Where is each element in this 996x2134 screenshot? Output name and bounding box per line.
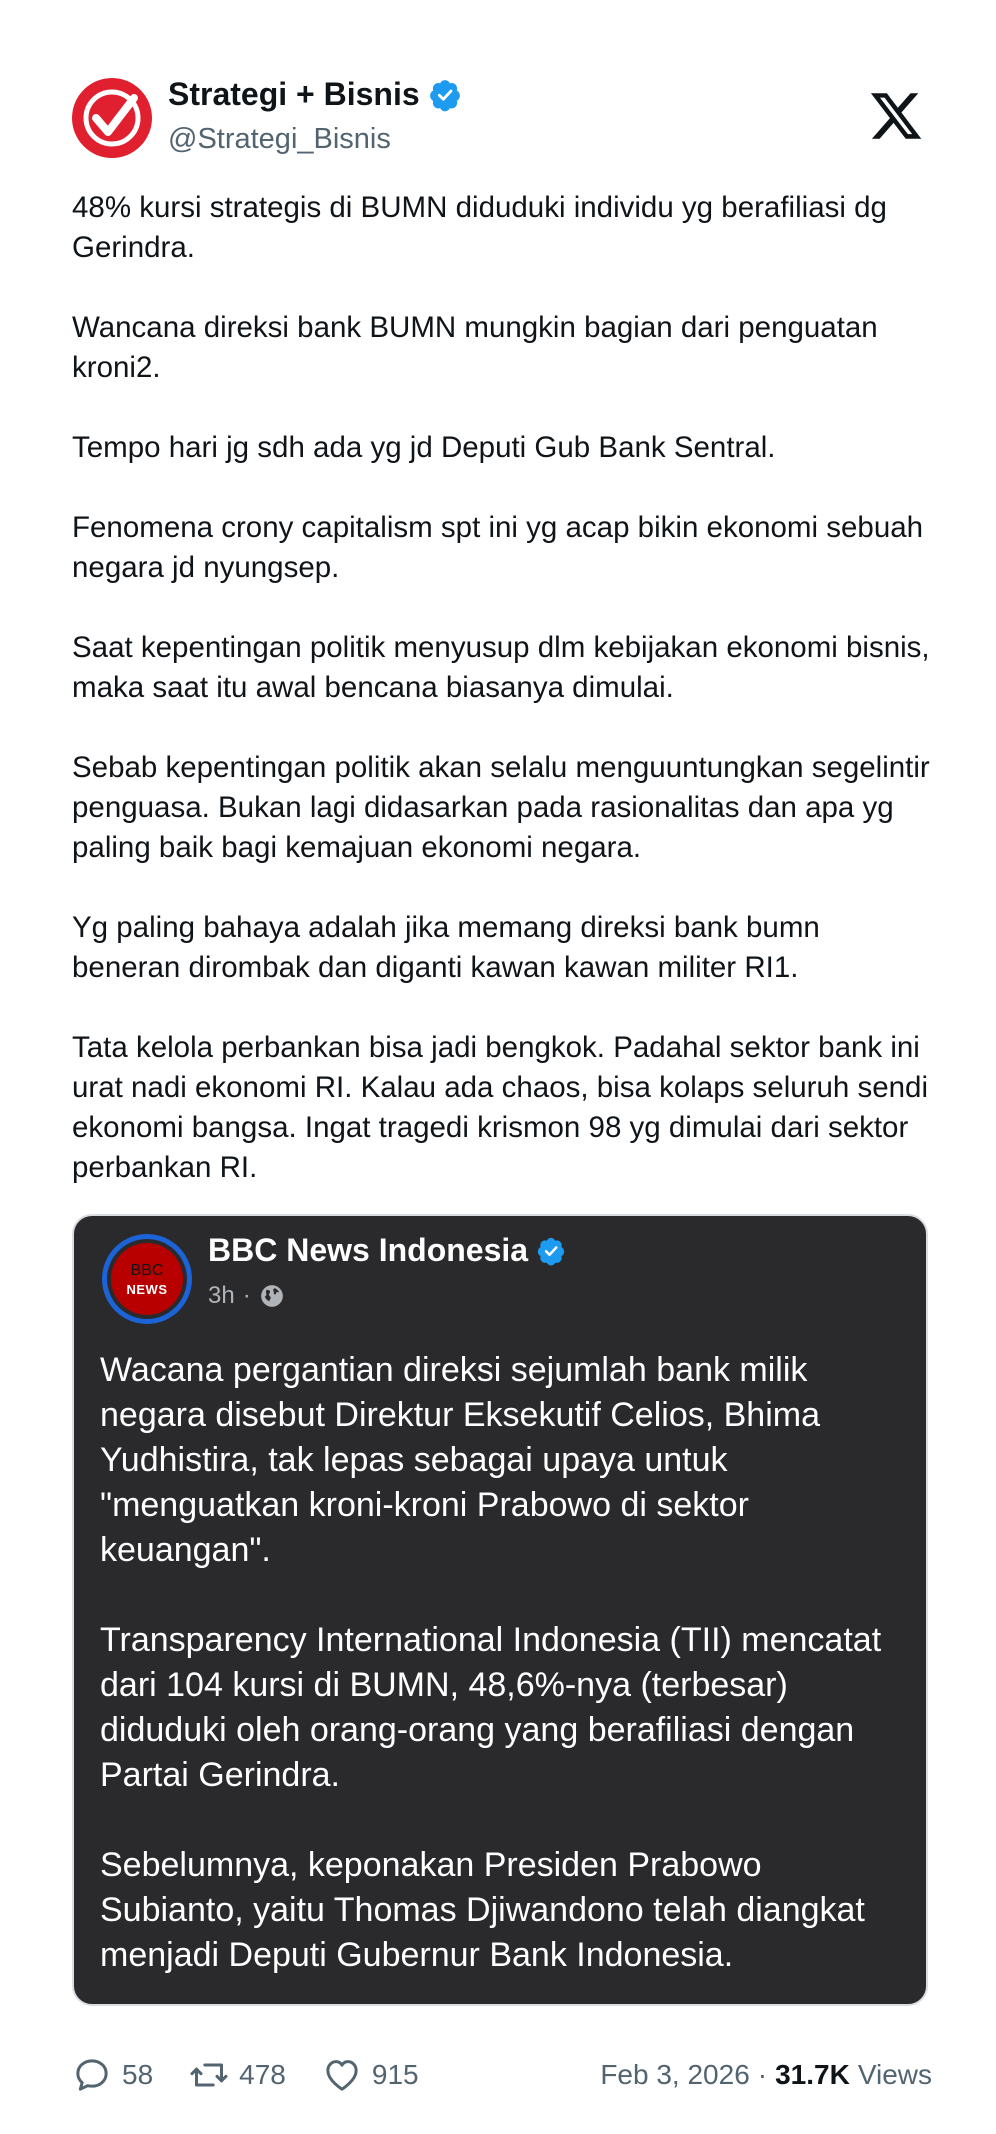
tweet-paragraph: Saat kepentingan politik menyusup dlm kebijakan ekonomi bisnis, maka saat itu awal bencana biasanya dimulai. [72,631,930,704]
tweet-paragraph: Tata kelola perbankan bisa jadi bengkok. Padahal sektor bank ini urat nadi ekonomi RI. Kalau ada chaos, bisa kolaps seluruh sendi ekonomi bangsa. Ingat tragedi krismon 98 yg dimulai dari sektor perbankan RI. [72,1031,929,1184]
like-count: 915 [371,2059,419,2090]
embedded-post-paragraph: Sebelumnya, keponakan Presiden Prabowo Subianto, yaitu Thomas Djiwandono telah diangkat menjadi Deputi Gubernur Bank Indonesia. [100,1846,865,1974]
heart-icon [322,2055,362,2095]
author-avatar[interactable] [72,78,152,158]
reply-count: 58 [122,2059,154,2090]
meta-separator: · [242,1282,251,1309]
embedded-post-author-row [208,1232,566,1269]
tweet-paragraph: Yg paling bahaya adalah jika memang direksi bank bumn beneran dirombak dan diganti kawan kawan militer RI1. [72,911,820,984]
tweet-footer [72,2050,932,2100]
reply-button[interactable] [72,2055,153,2095]
like-button[interactable] [322,2055,419,2095]
author-handle[interactable]: @Strategi_Bisnis [168,123,391,155]
checkmark-logo-icon [82,88,142,148]
reply-icon [72,2055,112,2095]
x-logo-icon[interactable] [868,88,924,144]
embedded-post-card[interactable] [72,1214,928,2006]
embedded-post-paragraph: Wacana pergantian direksi sejumlah bank milik negara disebut Direktur Eksekutif Celios, Bhima Yudhistira, tak lepas sebagai upaya untuk "menguatkan kroni-kroni Prabowo di sektor keuangan". [100,1351,820,1569]
tweet-body [72,188,932,1188]
bbc-logo-news-text: NEWS [126,1281,168,1297]
verified-badge-icon [428,78,462,112]
bbc-news-avatar[interactable] [102,1234,192,1324]
tweet-paragraph: Wancana direksi bank BUMN mungkin bagian dari penguatan kroni2. [72,311,878,384]
bbc-logo-ring [107,1239,187,1319]
embedded-post-meta [208,1282,285,1310]
tweet-header [72,72,924,162]
embedded-post-author[interactable]: BBC News Indonesia [208,1232,529,1268]
verified-badge-icon [536,1236,566,1266]
tweet-date[interactable]: Feb 3, 2026 [600,2059,750,2090]
views-count: 31.7K [775,2059,850,2090]
tweet-paragraph: Fenomena crony capitalism spt ini yg acap bikin ekonomi sebuah negara jd nyungsep. [72,511,924,584]
views-label: Views [857,2059,932,2090]
author-display-name[interactable]: Strategi + Bisnis [168,76,420,112]
tweet-paragraph: 48% kursi strategis di BUMN diduduki individu yg berafiliasi dg Gerindra. [72,191,887,264]
embedded-post-paragraph: Transparency International Indonesia (TII) mencatat dari 104 kursi di BUMN, 48,6%-nya (terbesar) diduduki oleh orang-orang yang berafiliasi dengan Partai Gerindra. [100,1621,882,1794]
globe-icon [259,1283,285,1309]
embedded-post-body [100,1348,910,1978]
footer-separator: · [757,2059,768,2090]
date-and-views [600,2059,932,2091]
embedded-post-time[interactable]: 3h [208,1282,235,1309]
tweet-paragraph: Sebab kepentingan politik akan selalu menguuntungkan segelintir penguasa. Bukan lagi didasarkan pada rasionalitas dan apa yg paling baik bagi kemajuan ekonomi negara. [72,751,930,864]
tweet-paragraph: Tempo hari jg sdh ada yg jd Deputi Gub Bank Sentral. [72,431,776,464]
display-name-row [168,76,462,113]
repost-icon [189,2055,229,2095]
repost-count: 478 [239,2059,286,2090]
author-names [168,76,462,156]
bbc-logo-text: BBC [130,1261,164,1279]
bbc-logo-core [111,1243,183,1315]
repost-button[interactable] [189,2055,286,2095]
